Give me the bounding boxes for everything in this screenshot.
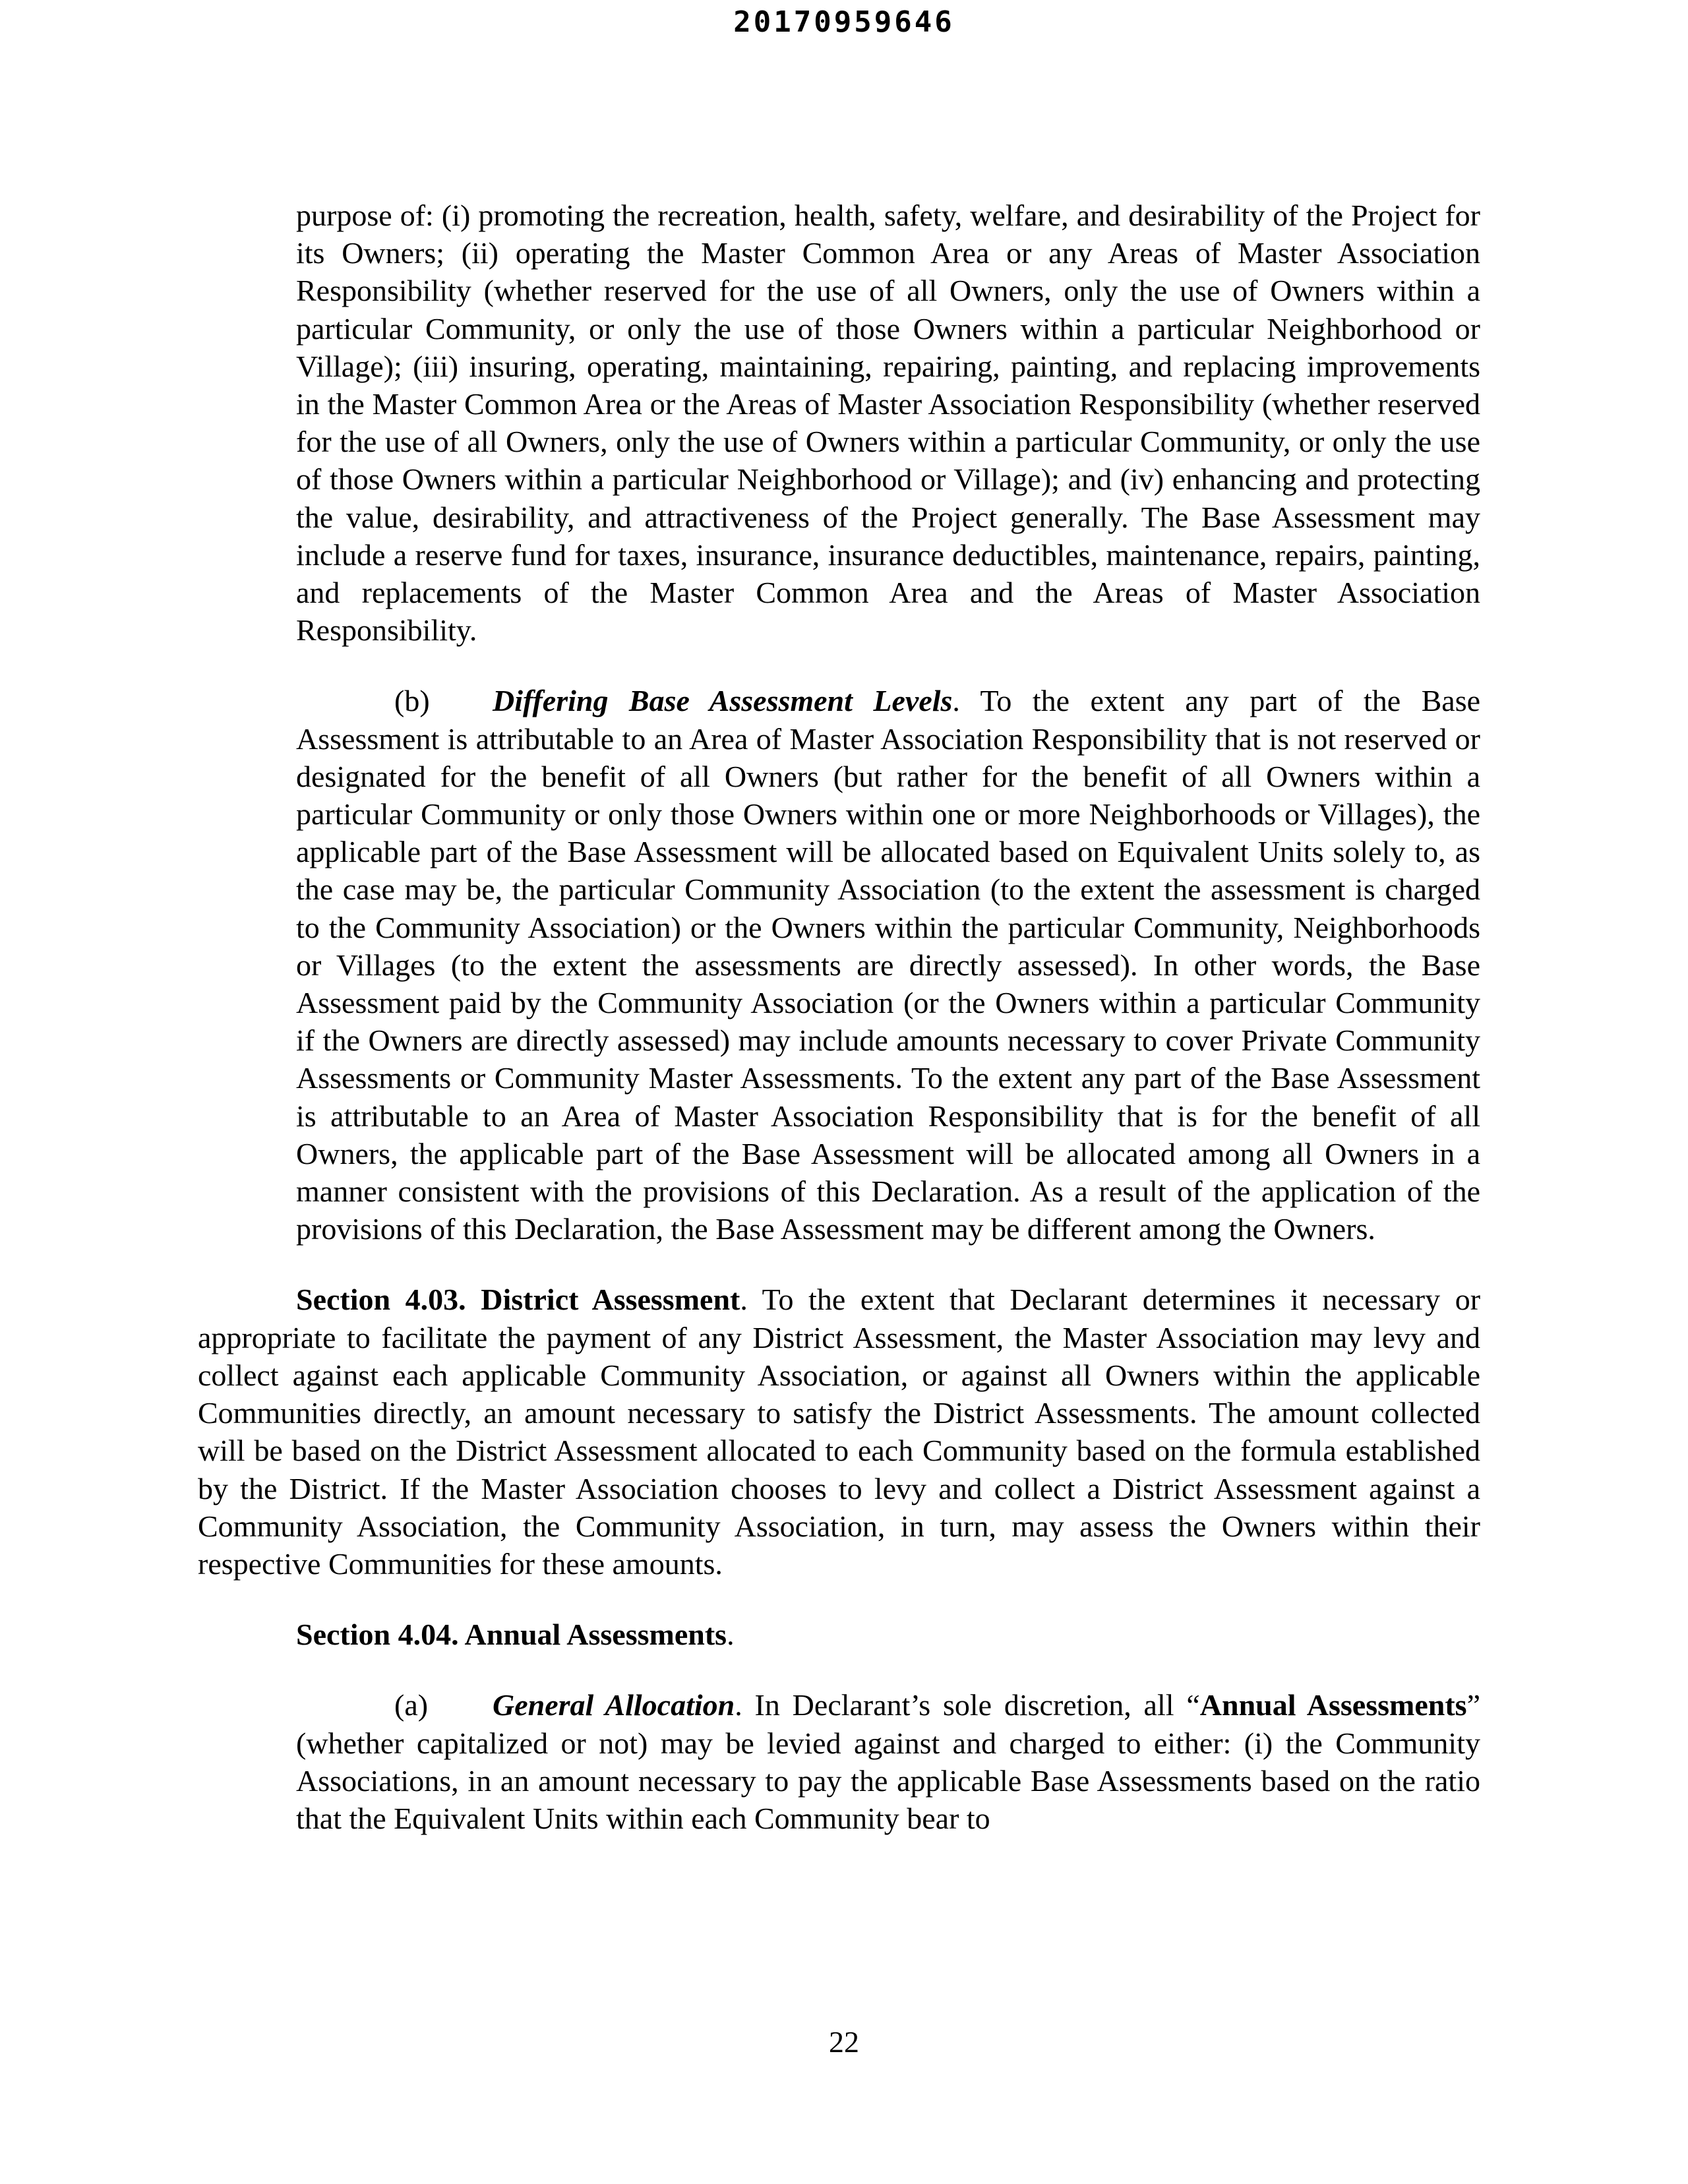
subsection-a-text-before: In Declarant’s sole discretion, all “ bbox=[754, 1688, 1200, 1722]
subsection-a-label: (a) bbox=[394, 1688, 429, 1722]
section-4-04-heading: Section 4.04. Annual Assessments bbox=[296, 1618, 727, 1652]
page-number: 22 bbox=[829, 2025, 859, 2059]
subsection-a-bold-term: Annual Assessments bbox=[1199, 1688, 1467, 1722]
section-4-04-paragraph bbox=[198, 1616, 1480, 1653]
section-4-03-text: To the extent that Declarant determines it necessary or appropriate to facilitate the payment of any District Assessment, the Master Association may levy and collect against each applicable Community Association, or against all Owners within the applicable Communities directly, an amount necessary to satisfy the District Assessments. The amount collected will be based on the District Assessment allocated to each Community based on the formula established by the District. If the Master Association chooses to levy and collect a District Assessment against a Community Association, the Community Association, in turn, may assess the Owners within their respective Communities for these amounts. bbox=[198, 1283, 1481, 1581]
subsection-b-text: To the extent any part of the Base Assessment is attributable to an Area of Master Association Responsibility that is not reserved or designated for the benefit of all Owners (but rather for the benefit of all Owners within a particular Community or only those Owners within one or more Neighborhoods or Villages), the applicable part of the Base Assessment will be allocated based on Equivalent Units solely to, as the case may be, the particular Community Association (to the extent the assessment is charged to the Community Association) or the Owners within the particular Community, Neighborhoods or Villages (to the extent the assessments are directly assessed). In other words, the Base Assessment paid by the Community Association (or the Owners within a particular Community if the Owners are directly assessed) may include amounts necessary to cover Private Community Assessments or Community Master Assessments. To the extent any part of the Base Assessment is attributable to an Area of Master Association Responsibility that is for the benefit of all Owners, the applicable part of the Base Assessment will be allocated among all Owners in a manner consistent with the provisions of this Declaration. As a result of the application of the provisions of this Declaration, the Base Assessment may be different among the Owners. bbox=[296, 684, 1481, 1246]
subsection-a-heading-suffix: . bbox=[735, 1688, 742, 1722]
subsection-a-heading: General Allocation bbox=[493, 1688, 735, 1722]
section-4-04-heading-suffix: . bbox=[727, 1618, 735, 1652]
document-body bbox=[198, 197, 1480, 1870]
subsection-b-heading-suffix: . bbox=[952, 684, 960, 718]
paragraph-purpose-continuation: purpose of: (i) promoting the recreation, health, safety, welfare, and desirability of the Project for its Owners; (ii) operating the Master Common Area or any Areas of Master Association Responsibility (whether reserved for the use of all Owners, only the use of Owners within a particular Community, or only the use of those Owners within a particular Neighborhood or Village); (iii) insuring, operating, maintaining, repairing, painting, and replacing improvements in the Master Common Area or the Areas of Master Association Responsibility (whether reserved for the use of all Owners, only the use of Owners within a particular Community, or only the use of those Owners within a particular Neighborhood or Village); and (iv) enhancing and protecting the value, desirability, and attractiveness of the Project generally. The Base Assessment may include a reserve fund for taxes, insurance, insurance deductibles, maintenance, repairs, painting, and replacements of the Master Common Area and the Areas of Master Association Responsibility. bbox=[296, 198, 1480, 648]
section-4-03-paragraph bbox=[198, 1281, 1480, 1583]
subsection-b-paragraph bbox=[296, 682, 1480, 1248]
subsection-b-label: (b) bbox=[394, 684, 430, 718]
subsection-a-paragraph bbox=[296, 1686, 1480, 1837]
document-number: 20170959646 bbox=[733, 5, 955, 39]
section-4-03-heading-suffix: . bbox=[740, 1283, 748, 1317]
subsection-a-text-after: ” (whether capitalized or not) may be levied against and charged to either: (i) the Community Associations, in an amount necessary to pay the applicable Base Assessments based on the ratio that the Equivalent Units within each Community bear to bbox=[296, 1688, 1480, 1835]
section-4-03-heading: Section 4.03. District Assessment bbox=[296, 1283, 740, 1317]
subsection-b-heading: Differing Base Assessment Levels bbox=[493, 684, 953, 718]
